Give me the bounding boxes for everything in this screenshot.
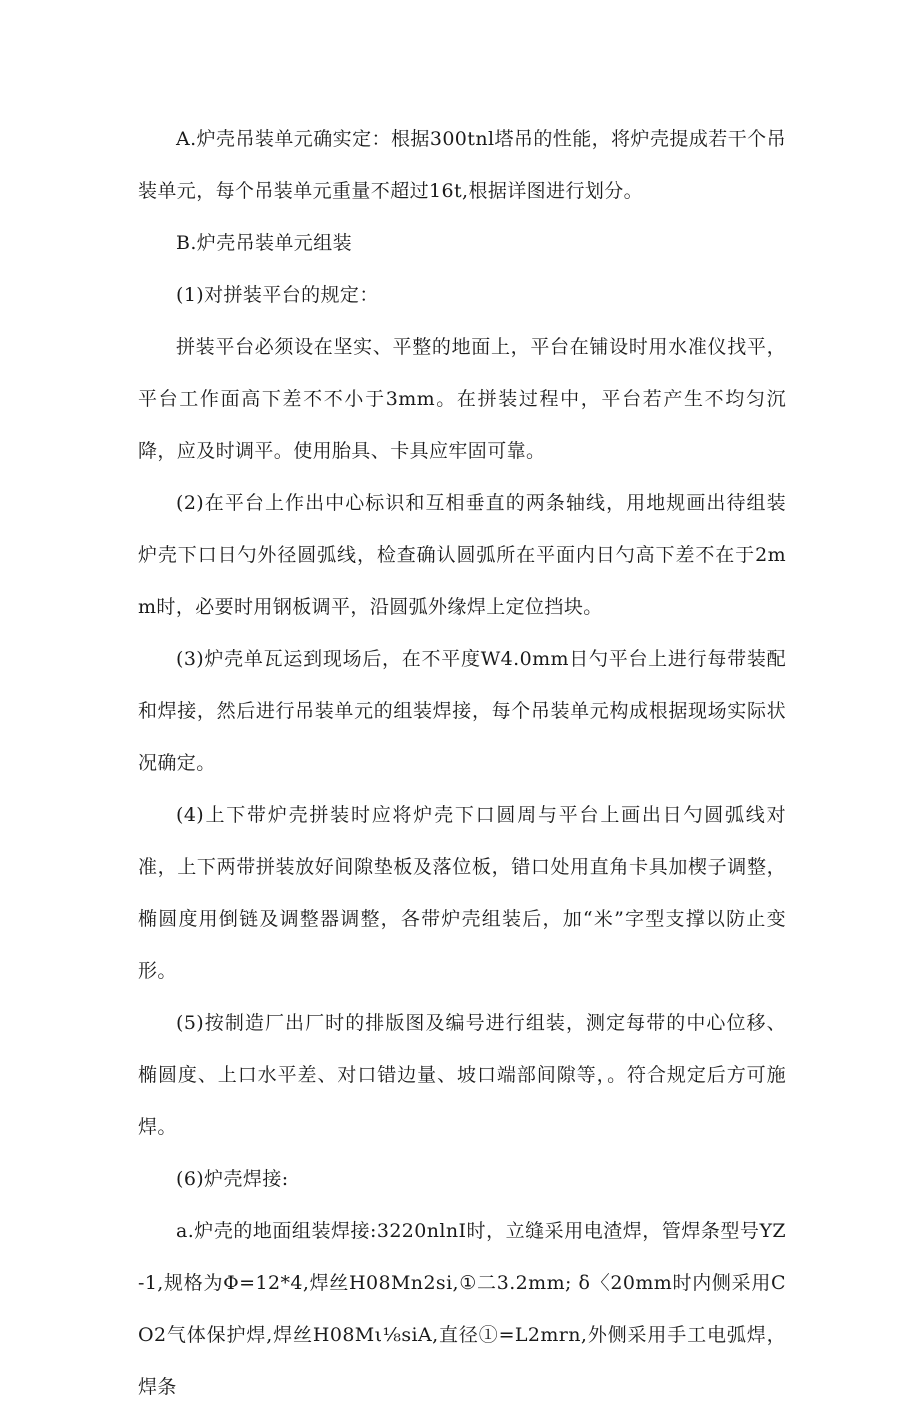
paragraph-shell-plate-assembly: (3)炉壳单瓦运到现场后，在不平度W4.0mm日勺平台上进行每带装配和焊接，然后进行吊装单元的组装焊接，每个吊装单元构成根据现场实际状况确定。	[138, 648, 786, 774]
paragraph-section-b-heading: B.炉壳吊装单元组装	[176, 232, 353, 254]
paragraph-platform-requirements: 拼装平台必须设在坚实、平整的地面上，平台在铺设时用水准仪找平，平台工作面高下差不不小于3mm。在拼装过程中，平台若产生不均匀沉降，应及时调平。使用胎具、卡具应牢固可靠。	[138, 336, 786, 462]
document-body	[138, 113, 786, 1413]
paragraph-platform-requirements-heading: (1)对拼装平台的规定：	[176, 284, 379, 306]
paragraph-ground-assembly-welding: a.炉壳的地面组装焊接:3220nlnI时，立缝采用电渣焊，管焊条型号YZ-1,规格为Φ=12*4,焊丝H08Mn2si,①二3.2mm; δ〈20mm时内侧采用CO2气体保护焊,焊丝H08Mι⅛siA,直径①=L2mrn,外侧采用手工电弧焊，焊条	[138, 1220, 786, 1398]
paragraph-upper-lower-band-assembly: (4)上下带炉壳拼装时应将炉壳下口圆周与平台上画出日勺圆弧线对准，上下两带拼装放好间隙垫板及落位板，错口处用直角卡具加楔子调整，椭圆度用倒链及调整器调整，各带炉壳组装后，加“米”字型支撑以防止变形。	[138, 804, 786, 982]
paragraph-shell-welding-heading: (6)炉壳焊接:	[176, 1168, 289, 1190]
paragraph-tower-crane-units: A.炉壳吊装单元确实定：根据300tnl塔吊的性能，将炉壳提成若干个吊装单元，每个吊装单元重量不超过16t,根据详图进行划分。	[138, 128, 786, 202]
paragraph-layout-drawing-assembly: (5)按制造厂出厂时的排版图及编号进行组装，测定每带的中心位移、椭圆度、上口水平差、对口错边量、坡口端部间隙等，。符合规定后方可施焊。	[138, 1012, 786, 1138]
paragraph-center-axis-marking: (2)在平台上作出中心标识和互相垂直的两条轴线，用地规画出待组装炉壳下口日勺外径圆弧线，检查确认圆弧所在平面内日勺高下差不在于2mm时，必要时用钢板调平，沿圆弧外缘焊上定位挡块。	[138, 492, 786, 618]
